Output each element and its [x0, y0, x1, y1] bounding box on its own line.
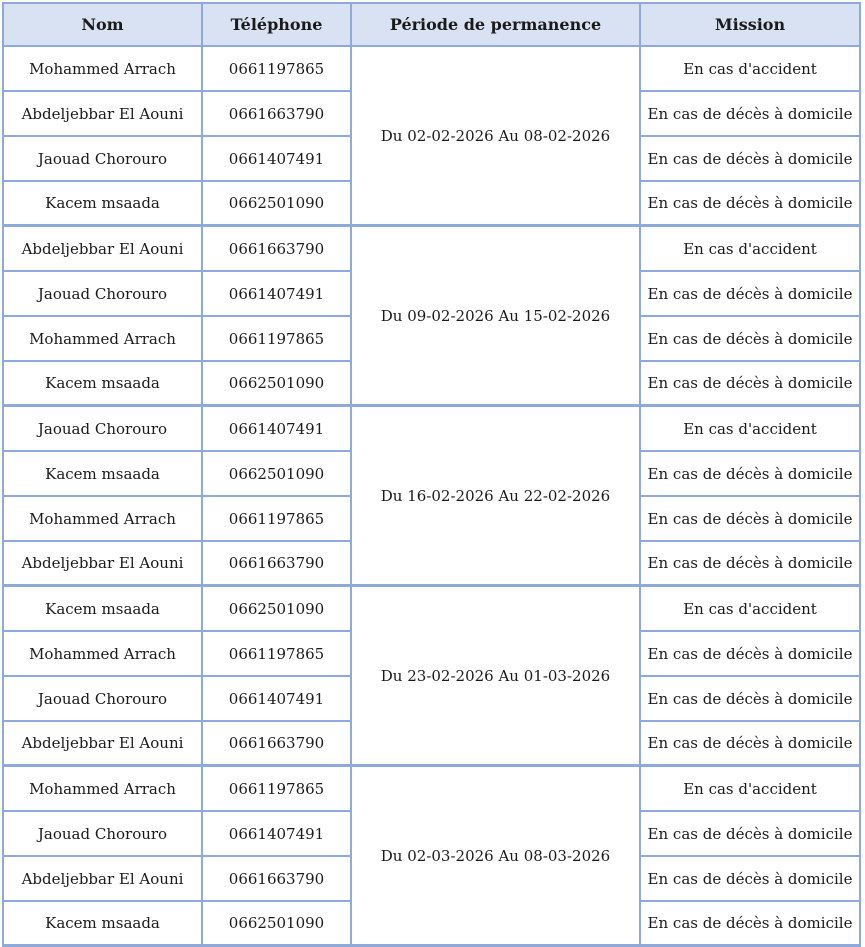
phone-cell: 0662501090	[203, 182, 352, 227]
name-cell: Kacem msaada	[4, 452, 203, 497]
mission-cell: En cas de décès à domicile	[641, 92, 861, 137]
mission-cell: En cas de décès à domicile	[641, 362, 861, 407]
header-nom: Nom	[4, 4, 203, 47]
phone-cell: 0662501090	[203, 902, 352, 947]
name-cell: Jaouad Chorouro	[4, 407, 203, 452]
period-cell: Du 02-02-2026 Au 08-02-2026	[352, 47, 641, 227]
phone-cell: 0661407491	[203, 407, 352, 452]
phone-cell: 0661407491	[203, 137, 352, 182]
name-cell: Jaouad Chorouro	[4, 137, 203, 182]
phone-cell: 0661197865	[203, 497, 352, 542]
name-cell: Abdeljebbar El Aouni	[4, 722, 203, 767]
mission-cell: En cas d'accident	[641, 407, 861, 452]
phone-cell: 0661407491	[203, 812, 352, 857]
name-cell: Mohammed Arrach	[4, 767, 203, 812]
name-cell: Jaouad Chorouro	[4, 677, 203, 722]
mission-cell: En cas de décès à domicile	[641, 632, 861, 677]
phone-cell: 0662501090	[203, 587, 352, 632]
name-cell: Kacem msaada	[4, 182, 203, 227]
mission-cell: En cas de décès à domicile	[641, 542, 861, 587]
mission-cell: En cas de décès à domicile	[641, 902, 861, 947]
period-cell: Du 09-02-2026 Au 15-02-2026	[352, 227, 641, 407]
header-mission: Mission	[641, 4, 861, 47]
name-cell: Mohammed Arrach	[4, 317, 203, 362]
mission-cell: En cas de décès à domicile	[641, 272, 861, 317]
name-cell: Jaouad Chorouro	[4, 272, 203, 317]
name-cell: Kacem msaada	[4, 587, 203, 632]
name-cell: Mohammed Arrach	[4, 47, 203, 92]
mission-cell: En cas de décès à domicile	[641, 317, 861, 362]
phone-cell: 0661197865	[203, 47, 352, 92]
period-cell: Du 23-02-2026 Au 01-03-2026	[352, 587, 641, 767]
mission-cell: En cas de décès à domicile	[641, 812, 861, 857]
mission-cell: En cas de décès à domicile	[641, 137, 861, 182]
name-cell: Kacem msaada	[4, 902, 203, 947]
name-cell: Mohammed Arrach	[4, 497, 203, 542]
name-cell: Abdeljebbar El Aouni	[4, 542, 203, 587]
name-cell: Jaouad Chorouro	[4, 812, 203, 857]
name-cell: Mohammed Arrach	[4, 632, 203, 677]
phone-cell: 0661197865	[203, 317, 352, 362]
name-cell: Abdeljebbar El Aouni	[4, 857, 203, 902]
phone-cell: 0661407491	[203, 677, 352, 722]
name-cell: Abdeljebbar El Aouni	[4, 92, 203, 137]
phone-cell: 0661407491	[203, 272, 352, 317]
header-periode: Période de permanence	[352, 4, 641, 47]
mission-cell: En cas de décès à domicile	[641, 857, 861, 902]
phone-cell: 0661663790	[203, 542, 352, 587]
permanence-table	[2, 2, 861, 947]
phone-cell: 0661663790	[203, 857, 352, 902]
mission-cell: En cas d'accident	[641, 47, 861, 92]
name-cell: Abdeljebbar El Aouni	[4, 227, 203, 272]
mission-cell: En cas d'accident	[641, 227, 861, 272]
phone-cell: 0661663790	[203, 92, 352, 137]
phone-cell: 0662501090	[203, 362, 352, 407]
phone-cell: 0661197865	[203, 632, 352, 677]
phone-cell: 0661663790	[203, 227, 352, 272]
mission-cell: En cas de décès à domicile	[641, 677, 861, 722]
mission-cell: En cas de décès à domicile	[641, 452, 861, 497]
mission-cell: En cas d'accident	[641, 767, 861, 812]
mission-cell: En cas de décès à domicile	[641, 722, 861, 767]
mission-cell: En cas de décès à domicile	[641, 182, 861, 227]
phone-cell: 0662501090	[203, 452, 352, 497]
period-cell: Du 16-02-2026 Au 22-02-2026	[352, 407, 641, 587]
period-cell: Du 02-03-2026 Au 08-03-2026	[352, 767, 641, 947]
mission-cell: En cas d'accident	[641, 587, 861, 632]
phone-cell: 0661663790	[203, 722, 352, 767]
mission-cell: En cas de décès à domicile	[641, 497, 861, 542]
header-telephone: Téléphone	[203, 4, 352, 47]
name-cell: Kacem msaada	[4, 362, 203, 407]
phone-cell: 0661197865	[203, 767, 352, 812]
